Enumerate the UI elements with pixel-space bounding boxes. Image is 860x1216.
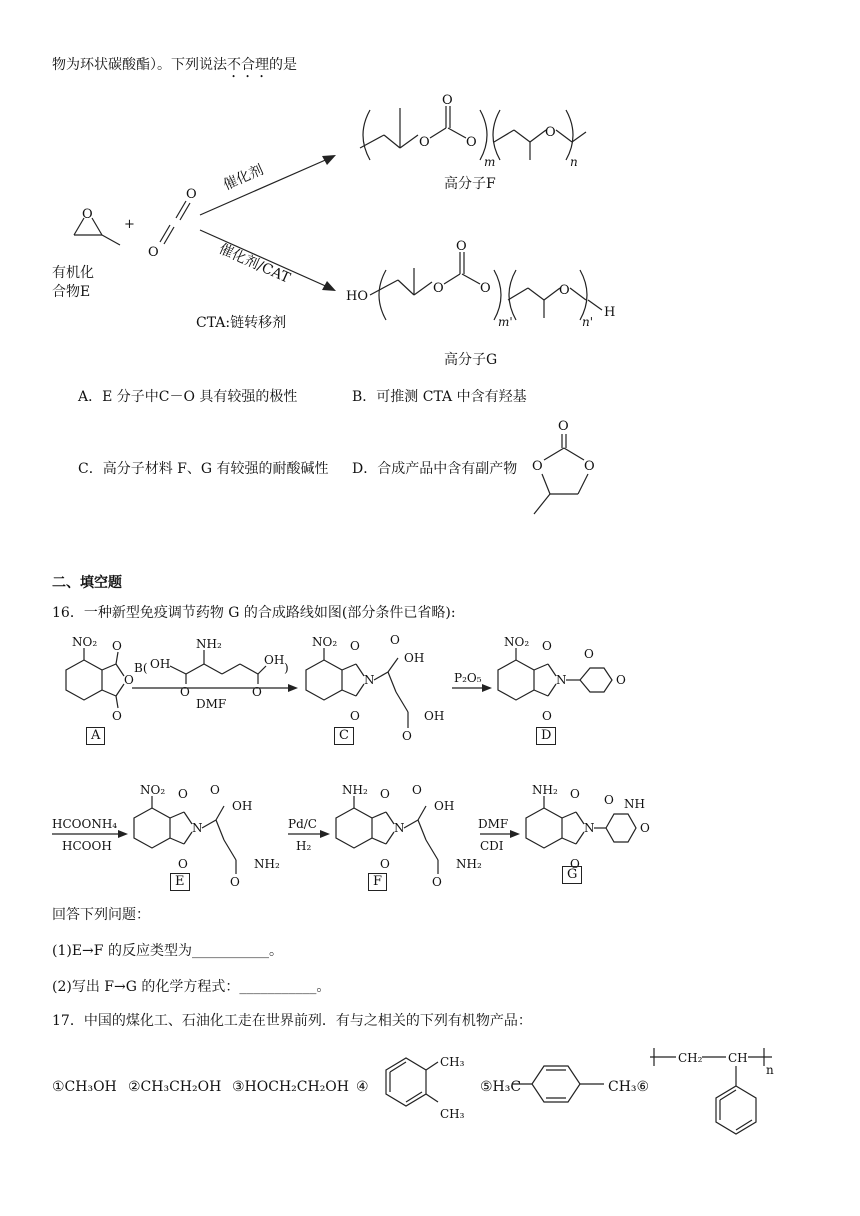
c-oh1: OH <box>404 651 425 665</box>
carbonate-o-top: O <box>558 419 569 434</box>
q17-item-6: CH₃⑥ <box>608 1079 650 1095</box>
o-xylene-structure <box>386 1055 465 1121</box>
c-o4: O <box>402 729 412 743</box>
f-nh2-top: NH₂ <box>342 783 368 797</box>
g-o3: O <box>480 281 491 296</box>
co2-structure <box>148 187 197 260</box>
e-n: N <box>192 821 203 835</box>
option-a: A．E 分子中C－O 具有较强的极性 <box>78 389 298 405</box>
carbonate-o-right: O <box>584 459 595 474</box>
label-f: F <box>368 873 387 891</box>
q17-item-2: ②CH₃CH₂OH <box>128 1079 222 1095</box>
co2-o-bottom: O <box>148 245 159 260</box>
f-nh2: NH₂ <box>456 857 482 871</box>
synthesis-route-scheme <box>0 624 860 894</box>
f-o2: O <box>380 857 390 871</box>
dmf2-label: DMF <box>478 817 509 831</box>
e-o4: O <box>230 875 240 889</box>
option-c: C．高分子材料 F、G 有较强的耐酸碱性 <box>78 461 329 477</box>
o-xylene-ch3-1: CH₃ <box>440 1055 465 1069</box>
arrow-top-label: 催化剂 <box>221 161 266 194</box>
q17-item-1: ①CH₃OH <box>52 1079 117 1095</box>
cta-label: CTA:链转移剂 <box>196 315 287 331</box>
f-o1: O <box>380 787 390 801</box>
e-o1: O <box>178 787 188 801</box>
q16-sub2: (2)写出 F→G 的化学方程式：___________。 <box>52 979 331 995</box>
polymer-g-label: 高分子G <box>444 352 498 368</box>
reagent-close: ) <box>284 661 289 675</box>
b-nh2: NH₂ <box>196 637 222 651</box>
arrow-to-f <box>200 158 330 215</box>
f-m: m <box>484 155 496 169</box>
plus-sign: + <box>124 217 135 232</box>
label-a: A <box>86 727 105 745</box>
b-oh1: OH <box>150 657 171 671</box>
g-o1: O <box>570 787 580 801</box>
c-no2: NO₂ <box>312 635 338 649</box>
c-oh2: OH <box>424 709 445 723</box>
ps-n: n <box>766 1063 774 1077</box>
f-o3: O <box>412 783 422 797</box>
g-h: H <box>604 305 616 320</box>
a-o-top: O <box>112 639 122 653</box>
c-o2: O <box>350 709 360 723</box>
co2-o-top: O <box>186 187 197 202</box>
polystyrene-structure <box>650 1048 774 1134</box>
polymer-f-structure <box>360 93 586 169</box>
g-n: n' <box>582 315 594 329</box>
label-c: C <box>334 727 354 745</box>
b-o1: O <box>180 685 190 699</box>
e-no2: NO₂ <box>140 783 166 797</box>
d-no2: NO₂ <box>504 635 530 649</box>
label-e: E <box>170 873 190 891</box>
d-o3: O <box>584 647 594 661</box>
b-oh2: OH <box>264 653 285 667</box>
compound-c-structure <box>306 633 444 743</box>
o-xylene-ch3-2: CH₃ <box>440 1107 465 1121</box>
d-o1: O <box>542 639 552 653</box>
d-o4: O <box>616 673 626 687</box>
dmf-label: DMF <box>196 697 227 711</box>
g-o2: O <box>456 239 467 254</box>
g-nh2: NH₂ <box>532 783 558 797</box>
e-o2: O <box>178 857 188 871</box>
p-xylene-structure <box>512 1066 604 1102</box>
p2o5-label: P₂O₅ <box>454 671 482 685</box>
glutamic-acid-structure <box>150 637 284 699</box>
g-o3: O <box>604 793 614 807</box>
option-b: B．可推测 CTA 中含有羟基 <box>352 389 527 405</box>
reagent-b: B( <box>134 661 148 675</box>
f-o3: O <box>466 135 477 150</box>
c-o3: O <box>390 633 400 647</box>
c-n: N <box>364 673 375 687</box>
e-o3: O <box>210 783 220 797</box>
c-o1: O <box>350 639 360 653</box>
epoxide-o: O <box>82 207 93 222</box>
emphasis-text: 不合理 <box>227 57 269 73</box>
f-n: n <box>570 155 578 169</box>
f-oh: OH <box>434 799 455 813</box>
polymer-g-structure <box>346 239 615 329</box>
intro-line: 物为环状碳酸酯）。下列说法不合理的是 <box>52 57 297 73</box>
answer-intro: 回答下列问题： <box>52 907 150 923</box>
f-o4: O <box>432 875 442 889</box>
q16-title: 16．一种新型免疫调节药物 G 的合成路线如图(部分条件已省略): <box>52 605 456 621</box>
compound-g-structure <box>526 783 650 871</box>
section-title: 二、填空题 <box>52 575 122 591</box>
a-o-bottom: O <box>112 709 122 723</box>
ps-ch: CH <box>728 1051 748 1065</box>
hcooh-label: HCOOH <box>62 839 112 853</box>
hcoonh4-label: HCOONH₄ <box>52 817 118 831</box>
carbonate-o-left: O <box>532 459 543 474</box>
f-n: N <box>394 821 405 835</box>
f-o1: O <box>419 135 430 150</box>
q17-title: 17．中国的煤化工、石油化工走在世界前列．有与之相关的下列有机物产品： <box>52 1013 532 1029</box>
g-o4: O <box>559 283 570 298</box>
pdc-label: Pd/C <box>288 817 317 831</box>
q16-sub1: (1)E→F 的反应类型为___________。 <box>52 943 283 959</box>
a-o-ring: O <box>124 673 134 687</box>
g-o4: O <box>640 821 650 835</box>
g-m: m' <box>498 315 513 329</box>
cdi-label: CDI <box>480 839 504 853</box>
compound-f-structure <box>336 783 482 889</box>
b-o2: O <box>252 685 262 699</box>
f-o4: O <box>545 125 556 140</box>
compound-e-label-2: 合物E <box>52 284 91 300</box>
compound-e-structure <box>134 783 280 889</box>
a-no2: NO₂ <box>72 635 98 649</box>
d-o2: O <box>542 709 552 723</box>
g-o2: O <box>570 857 580 871</box>
epoxide-structure <box>74 207 120 245</box>
h2-label: H₂ <box>296 839 312 853</box>
label-d: D <box>536 727 556 745</box>
polymer-f-label: 高分子F <box>444 176 496 192</box>
label-g: G <box>562 866 582 884</box>
e-oh: OH <box>232 799 253 813</box>
ps-ch2: CH₂ <box>678 1051 703 1065</box>
g-nh: NH <box>624 797 645 811</box>
compound-a-structure <box>66 635 134 723</box>
g-n: N <box>584 821 595 835</box>
q17-item-5: ⑤H₃C <box>480 1079 522 1095</box>
compound-d-structure <box>498 635 626 723</box>
arrow-bottom-label: 催化剂/CAT <box>216 241 293 287</box>
d-n: N <box>556 673 567 687</box>
cyclic-carbonate-structure <box>520 414 630 524</box>
f-o2: O <box>442 93 453 108</box>
e-nh2: NH₂ <box>254 857 280 871</box>
q17-item-3: ③HOCH₂CH₂OH <box>232 1079 349 1095</box>
compound-e-label-1: 有机化 <box>52 265 94 281</box>
g-ho: HO <box>346 289 368 304</box>
q17-structures <box>0 1040 860 1190</box>
option-d: D．合成产品中含有副产物 <box>352 461 518 477</box>
q17-item-4: ④ <box>356 1079 369 1095</box>
g-o1: O <box>433 281 444 296</box>
